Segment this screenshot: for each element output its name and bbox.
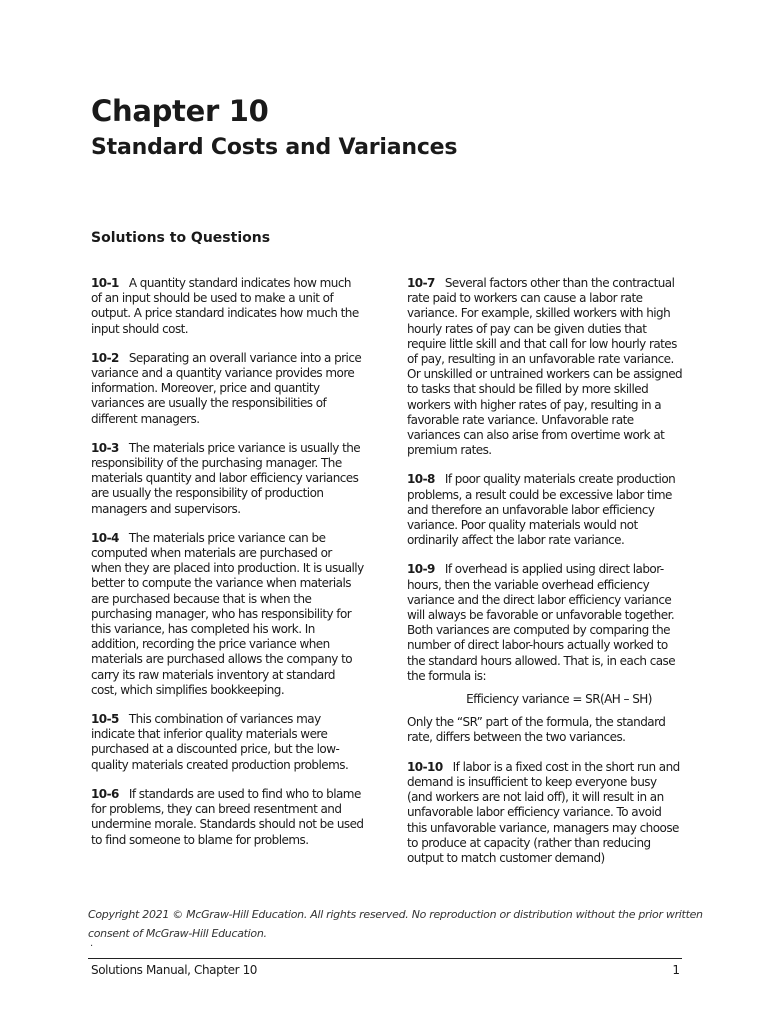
question-number: 10-9 [407, 562, 435, 577]
question-number: 10-10 [407, 759, 443, 774]
question-answer: If overhead is applied using direct labor-hours, then the variable overhead efficiency variance and the direct labor efficiency variance will always be favorable or unfavorable together. Both variances are computed by comparing the number of direct labor-hours actually worked to the standard hours allowed. That is, in each case the formula is: [407, 562, 676, 683]
question-answer: Separating an overall variance into a price variance and a quantity variance provides more information. Moreover, price and quantity variances are usually the responsibilities of different managers. [91, 350, 362, 426]
chapter-title: Standard Costs and Variances [91, 135, 458, 160]
question-number: 10-7 [407, 276, 435, 290]
question-answer: Several factors other than the contractual rate paid to workers can cause a labor rate variance. For example, skilled workers with high hourly rates of pay can be given duties that require little skill and that call for low hourly rates of pay, resulting in an unfavorable rate variance. Or unskilled or untrained workers can be assigned to tasks that should be filled by more skilled workers with higher rates of pay, resulting in a favorable rate variance. Unfavorable rate variances can also arise from overtime work at premium rates. [407, 276, 683, 458]
question-10-9-continued: Only the “SR” part of the formula, the standard rate, differs between the two variances. [407, 715, 666, 745]
question-answer: If poor quality materials create production problems, a result could be excessive labor time and therefore an unfavorable labor efficiency variance. Poor quality materials would not ordinarily affect the labor rate variance. [407, 472, 676, 548]
footer-manual-title: Solutions Manual, Chapter 10 [91, 963, 258, 977]
question-10-6 [91, 787, 364, 848]
left-column [91, 276, 364, 862]
question-number: 10-5 [91, 712, 119, 727]
efficiency-variance-formula: Efficiency variance = SR(AH – SH) [466, 692, 652, 707]
copyright-notice: Copyright 2021 © McGraw-Hill Education. All rights reserved. No reproduction or distribution without the prior written consent of McGraw-Hill Education. [88, 908, 703, 940]
chapter-number: Chapter 10 [91, 94, 269, 128]
right-column [407, 276, 683, 880]
question-number: 10-6 [91, 786, 119, 801]
question-answer: The materials price variance is usually the responsibility of the purchasing manager. The materials quantity and labor efficiency variances are usually the responsibility of production managers and supervisors. [91, 440, 361, 516]
page-number: 1 [672, 963, 680, 977]
question-10-8 [407, 472, 683, 548]
question-number: 10-4 [91, 530, 119, 545]
question-number: 10-1 [91, 276, 119, 290]
question-10-5 [91, 712, 364, 773]
question-10-7 [407, 276, 683, 458]
question-10-3 [91, 441, 364, 517]
question-answer: This combination of variances may indicate that inferior quality materials were purchased at a discounted price, but the low-quality materials created production problems. [91, 712, 349, 772]
section-heading: Solutions to Questions [91, 230, 271, 246]
question-number: 10-3 [91, 440, 119, 455]
footer-dot: . [90, 938, 94, 949]
question-answer: The materials price variance can be computed when materials are purchased or when they are placed into production. It is usually better to compute the variance when materials are purchased because that is when the purchasing manager, who has responsibility for this variance, has completed his work. In addition, recording the price variance when materials are purchased allows the company to carry its raw materials inventory at standard cost, which simplifies bookkeeping. [91, 530, 364, 697]
question-10-9 [407, 562, 683, 684]
question-10-10 [407, 760, 683, 866]
question-answer: If standards are used to find who to blame for problems, they can breed resentment and undermine morale. Standards should not be used to find someone to blame for problems. [91, 786, 364, 847]
question-answer: If labor is a fixed cost in the short run and demand is insufficient to keep everyone busy (and workers are not laid off), it will result in an unfavorable labor efficiency variance. To avoid this unfavorable variance, managers may choose to produce at capacity (rather than reducing output to match customer demand) [407, 759, 680, 865]
question-10-4 [91, 531, 364, 698]
footer-divider [88, 958, 682, 959]
question-10-1 [91, 276, 364, 337]
question-number: 10-8 [407, 472, 435, 487]
question-answer: A quantity standard indicates how much of an input should be used to make a unit of output. A price standard indicates how much the input should cost. [91, 276, 359, 336]
question-10-2 [91, 351, 364, 427]
question-number: 10-2 [91, 350, 119, 365]
